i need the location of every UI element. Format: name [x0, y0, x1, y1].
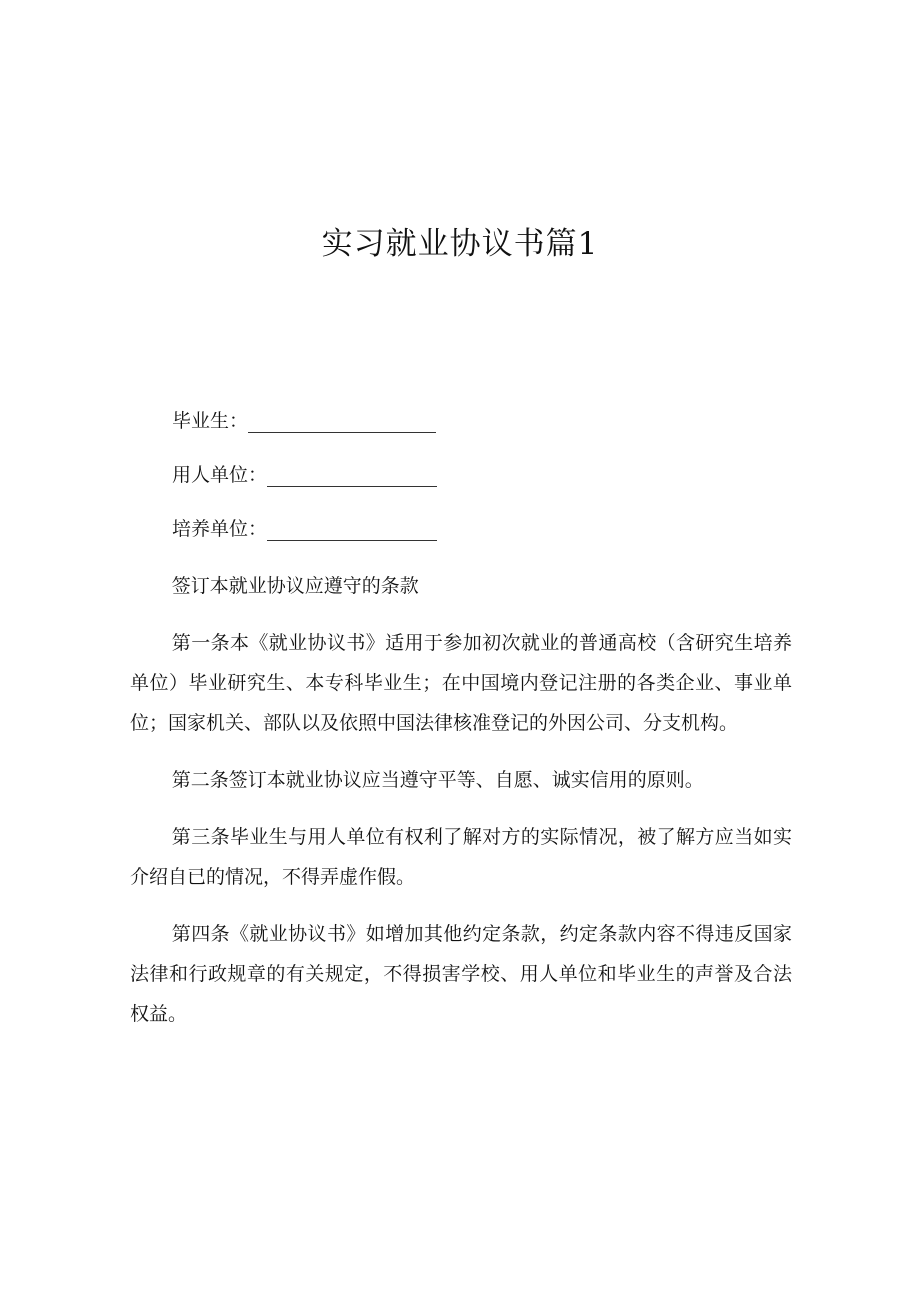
article-2: 第二条签订本就业协议应当遵守平等、自愿、诚实信用的原则。: [171, 769, 704, 791]
field-training-unit: [172, 513, 792, 545]
field-employer: [172, 459, 792, 491]
field-training-unit-label: 培养单位：: [172, 518, 268, 540]
article-3: 第三条毕业生与用人单位有权利了解对方的实际情况，被了解方应当如实介绍自已的情况，不得弄虚作假。: [130, 826, 792, 888]
signatory-fields: [172, 405, 792, 567]
field-training-unit-blank: [267, 516, 437, 541]
field-graduate-label: 毕业生：: [172, 410, 249, 432]
field-employer-blank: [267, 462, 437, 487]
document-title: 实习就业协议书篇1: [321, 226, 599, 262]
article-1: 第一条本《就业协议书》适用于参加初次就业的普通高校（含研究生培养单位）毕业研究生、本专科毕业生；在中国境内登记注册的各类企业、事业单位；国家机关、部队以及依照中国法律核准登记的外因公司、分支机构。: [130, 632, 792, 734]
article-4: 第四条《就业协议书》如增加其他约定条款，约定条款内容不得违反国家法律和行政规章的有关规定，不得损害学校、用人单位和毕业生的声誉及合法权益。: [130, 923, 792, 1025]
document-body: [130, 566, 792, 1051]
section-heading: 签订本就业协议应遵守的条款: [171, 575, 419, 597]
field-employer-label: 用人单位：: [172, 464, 268, 486]
field-graduate: [172, 405, 792, 437]
field-graduate-blank: [248, 408, 436, 433]
